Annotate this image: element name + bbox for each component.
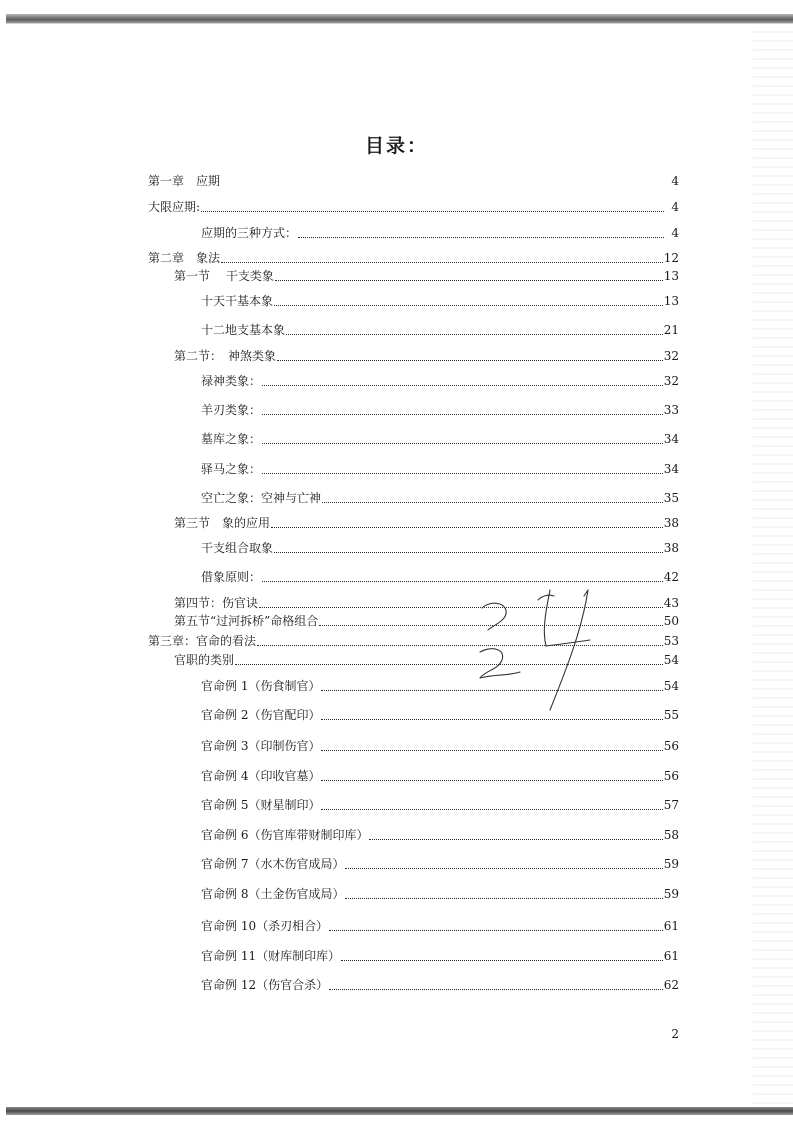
dot-leader [321, 808, 662, 810]
toc-entry-page: 59 [663, 857, 679, 871]
toc-entry-label: 官命例 4（印收官墓） [201, 769, 321, 783]
toc-entry-page: 4 [671, 174, 679, 188]
toc-entry-page: 33 [663, 403, 679, 417]
toc-entry-page: 38 [663, 516, 679, 530]
toc-entry[interactable] [174, 347, 679, 363]
toc-entry[interactable] [174, 267, 679, 283]
toc-entry-label: 第二章 象法 [148, 251, 221, 265]
toc-entry-label: 第三章：官命的看法 [148, 634, 257, 648]
toc-entry-label: 干支组合取象 [201, 541, 274, 555]
scan-edge-top [6, 14, 793, 24]
toc-entry-page: 35 [663, 491, 679, 505]
toc-entry-page: 53 [663, 634, 679, 648]
toc-entry-page: 54 [663, 653, 679, 667]
toc-entry[interactable] [201, 826, 679, 842]
toc-entry-page: 42 [663, 570, 679, 584]
toc-entry[interactable] [201, 976, 679, 992]
toc-entry[interactable] [148, 249, 679, 265]
toc-entry-label: 空亡之象：空神与亡神 [201, 491, 322, 505]
toc-entry[interactable] [148, 198, 679, 214]
dot-leader [262, 442, 663, 444]
dot-leader [329, 929, 663, 931]
handwritten-annotation [450, 560, 620, 730]
toc-entry-label: 禄神类象： [201, 374, 262, 388]
toc-entry-label: 借象原则： [201, 570, 262, 584]
toc-entry-label: 官命例 2（伤官配印） [201, 708, 321, 722]
toc-entry-label: 大限应期: [148, 200, 201, 214]
toc-entry[interactable] [201, 539, 679, 555]
toc-entry[interactable] [201, 224, 679, 240]
toc-entry-label: 十二地支基本象 [201, 323, 286, 337]
toc-entry[interactable] [174, 514, 679, 530]
toc-entry-label: 官命例 7（水木伤官成局） [201, 857, 345, 871]
toc-entry-label: 官命例 3（印制伤官） [201, 739, 321, 753]
toc-entry-label: 第一章 应期 [148, 174, 221, 188]
dot-leader [201, 210, 664, 212]
toc-entry[interactable] [201, 430, 679, 446]
toc-entry[interactable] [201, 796, 679, 812]
toc-entry-label: 驿马之象： [201, 462, 262, 476]
dot-leader [271, 526, 663, 528]
toc-entry-page: 34 [663, 462, 679, 476]
toc-entry-page: 56 [663, 739, 679, 753]
toc-entry-page: 59 [663, 887, 679, 901]
toc-entry-page: 55 [663, 708, 679, 722]
toc-entry[interactable] [201, 401, 679, 417]
toc-entry-page: 56 [663, 769, 679, 783]
toc-entry-page: 4 [671, 226, 679, 240]
toc-title: 目录： [364, 135, 428, 157]
toc-entry[interactable] [201, 885, 679, 901]
dot-leader [369, 838, 662, 840]
toc-entry[interactable] [201, 917, 679, 933]
toc-entry[interactable] [201, 855, 679, 871]
toc-entry-label: 官命例 8（土金伤官成局） [201, 887, 345, 901]
scan-edge-bottom [6, 1107, 793, 1115]
toc-entry-page: 4 [671, 200, 679, 214]
toc-entry[interactable] [201, 460, 679, 476]
toc-entry-page: 57 [663, 798, 679, 812]
toc-entry-label: 第三节 象的应用 [174, 516, 271, 530]
toc-entry[interactable] [201, 372, 679, 388]
dot-leader [322, 501, 663, 503]
toc-entry-label: 第四节：伤官诀 [174, 596, 259, 610]
dot-leader [221, 184, 664, 186]
toc-entry-label: 羊刃类象： [201, 403, 262, 417]
toc-entry-page: 43 [663, 596, 679, 610]
toc-entry-page: 54 [663, 679, 679, 693]
dot-leader [274, 304, 663, 306]
toc-entry-label: 官命例 5（财星制印） [201, 798, 321, 812]
toc-entry-label: 十天干基本象 [201, 294, 274, 308]
toc-entry[interactable] [201, 321, 679, 337]
dot-leader [277, 359, 663, 361]
toc-entry-page: 13 [663, 294, 679, 308]
toc-entry-label: 官命例 6（伤官库带财制印库） [201, 828, 369, 842]
toc-entry[interactable] [148, 172, 679, 188]
toc-entry-label: 官命例 10（杀刃相合） [201, 919, 329, 933]
toc-entry-page: 38 [663, 541, 679, 555]
dot-leader [221, 261, 663, 263]
dot-leader [341, 959, 663, 961]
toc-entry-page: 13 [663, 269, 679, 283]
dot-leader [329, 988, 663, 990]
dot-leader [345, 897, 662, 899]
toc-entry-page: 58 [663, 828, 679, 842]
toc-entry-page: 21 [663, 323, 679, 337]
dot-leader [321, 749, 662, 751]
toc-entry[interactable] [201, 947, 679, 963]
toc-entry-page: 62 [663, 978, 679, 992]
toc-entry-page: 50 [663, 614, 679, 628]
page-number: 2 [671, 1027, 679, 1041]
toc-entry-page: 61 [663, 949, 679, 963]
dot-leader [274, 551, 663, 553]
dot-leader [298, 236, 664, 238]
toc-entry-label: 第五节“过河拆桥”命格组合 [174, 614, 319, 628]
toc-entry-page: 34 [663, 432, 679, 446]
toc-entry[interactable] [201, 489, 679, 505]
dot-leader [262, 384, 663, 386]
toc-entry-label: 第二节： 神煞类象 [174, 349, 277, 363]
dot-leader [286, 333, 663, 335]
scan-edge-right [753, 24, 793, 1104]
toc-entry-label: 墓库之象： [201, 432, 262, 446]
toc-entry[interactable] [201, 767, 679, 783]
toc-entry-page: 32 [663, 374, 679, 388]
dot-leader [275, 279, 663, 281]
toc-entry-page: 32 [663, 349, 679, 363]
toc-entry-label: 应期的三种方式： [201, 226, 298, 240]
toc-entry-page: 12 [663, 251, 679, 265]
toc-entry-label: 官命例 12（伤官合杀） [201, 978, 329, 992]
dot-leader [262, 472, 663, 474]
toc-entry[interactable] [201, 737, 679, 753]
toc-entry-label: 官命例 1（伤食制官） [201, 679, 321, 693]
toc-entry-label: 官命例 11（财库制印库） [201, 949, 341, 963]
toc-entry[interactable] [201, 292, 679, 308]
dot-leader [262, 413, 663, 415]
dot-leader [345, 867, 662, 869]
toc-entry-page: 61 [663, 919, 679, 933]
toc-entry-label: 第一节 干支类象 [174, 269, 274, 283]
dot-leader [321, 779, 662, 781]
toc-entry-label: 官职的类别 [174, 653, 235, 667]
